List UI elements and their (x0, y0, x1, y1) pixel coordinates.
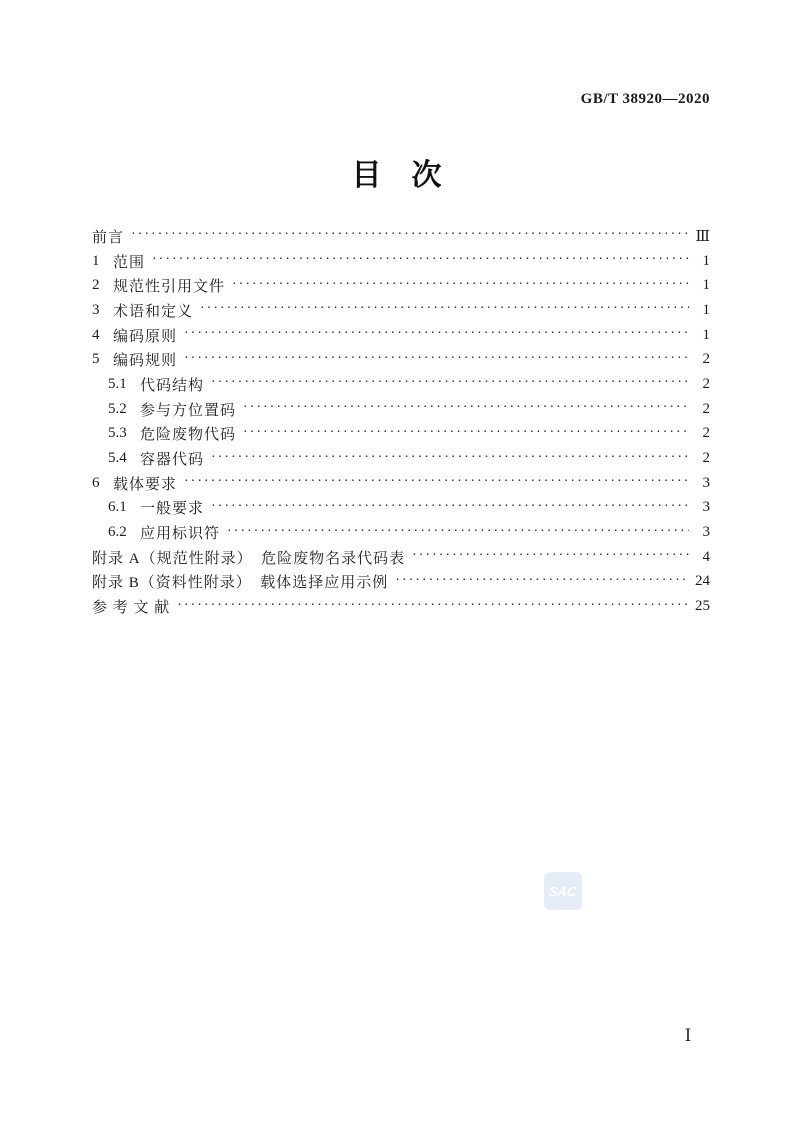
toc-entry-label: 容器代码 (140, 452, 205, 469)
toc-entry (92, 224, 710, 249)
toc-entry-page: 2 (702, 375, 710, 392)
dot-leader (177, 598, 689, 614)
page-title: 目 次 (351, 159, 442, 192)
toc-entry (92, 323, 710, 348)
toc-entry-page: 1 (702, 277, 710, 294)
toc-entry (92, 372, 710, 397)
toc-entry-number: 6.1 (108, 499, 127, 516)
toc-entry-label: 前言 (92, 229, 125, 246)
toc-entry-page: 3 (702, 524, 710, 541)
toc-entry-number: 5.1 (108, 375, 127, 392)
dot-leader (243, 425, 689, 441)
toc-entry-page: 4 (702, 548, 710, 565)
toc-entry-page: 1 (702, 301, 710, 318)
footer-page-number: Ⅰ (684, 1026, 692, 1045)
dot-leader (152, 252, 689, 268)
toc-entry-number: 5 (92, 351, 100, 368)
dot-leader (232, 277, 689, 293)
dot-leader (211, 499, 689, 515)
toc-entry-number: 2 (92, 277, 100, 294)
toc-entry (92, 496, 710, 521)
toc-entry-label: 附录 B（资料性附录） 载体选择应用示例 (92, 575, 389, 592)
dot-leader (243, 400, 689, 416)
toc-entry-label: 参与方位置码 (140, 402, 237, 419)
toc-entry-label: 规范性引用文件 (113, 279, 226, 296)
toc-entry (92, 347, 710, 372)
dot-leader (211, 375, 689, 391)
toc-entry (92, 570, 710, 595)
dot-leader (184, 351, 689, 367)
toc-entry-label: 编码原则 (113, 328, 178, 345)
toc-entry-number: 1 (92, 252, 100, 269)
toc-entry-label: 附录 A（规范性附录） 危险废物名录代码表 (92, 550, 406, 567)
toc-entry-label: 参 考 文 献 (92, 600, 171, 617)
toc-entry-page: 3 (702, 499, 710, 516)
toc-entry-label: 危险废物代码 (140, 427, 237, 444)
toc-entry (92, 422, 710, 447)
dot-leader (211, 450, 689, 466)
sac-watermark-logo (544, 872, 582, 910)
toc-entry (92, 397, 710, 422)
toc-entry (92, 249, 710, 274)
toc-entry-page: 2 (702, 425, 710, 442)
toc-entry (92, 545, 710, 570)
dot-leader (395, 573, 689, 589)
toc-entry-page: 1 (702, 252, 710, 269)
toc-entry-page: 25 (695, 598, 710, 615)
dot-leader (131, 227, 689, 243)
toc-list (92, 224, 710, 619)
toc-entry-page: 2 (702, 400, 710, 417)
toc-entry-number: 5.4 (108, 450, 127, 467)
standard-code: GB/T 38920—2020 (580, 91, 710, 107)
toc-entry (92, 594, 710, 619)
toc-entry-page: 2 (702, 450, 710, 467)
dot-leader (200, 301, 689, 317)
toc-entry-page: 24 (695, 573, 710, 590)
toc-entry (92, 273, 710, 298)
sac-watermark-text: SAC (548, 883, 578, 899)
toc-entry (92, 298, 710, 323)
toc-entry-number: 5.2 (108, 400, 127, 417)
toc-entry-number: 5.3 (108, 425, 127, 442)
dot-leader (184, 326, 689, 342)
toc-entry-number: 3 (92, 301, 100, 318)
toc-entry-label: 应用标识符 (140, 526, 221, 543)
toc-entry-number: 4 (92, 326, 100, 343)
toc-entry-label: 载体要求 (113, 476, 178, 493)
toc-entry-page: 2 (702, 351, 710, 368)
dot-leader (184, 474, 689, 490)
toc-entry-page: 3 (702, 474, 710, 491)
toc-entry-label: 编码规则 (113, 353, 178, 370)
toc-entry-page: Ⅲ (695, 228, 710, 245)
toc-entry (92, 446, 710, 471)
toc-entry (92, 471, 710, 496)
toc-entry-number: 6 (92, 474, 100, 491)
dot-leader (227, 524, 689, 540)
dot-leader (412, 548, 689, 564)
toc-entry-number: 6.2 (108, 524, 127, 541)
toc-entry-label: 一般要求 (140, 501, 205, 518)
toc-entry-page: 1 (702, 326, 710, 343)
toc-entry-label: 术语和定义 (113, 303, 194, 320)
toc-entry (92, 520, 710, 545)
toc-entry-label: 范围 (113, 254, 146, 271)
toc-entry-label: 代码结构 (140, 377, 205, 394)
